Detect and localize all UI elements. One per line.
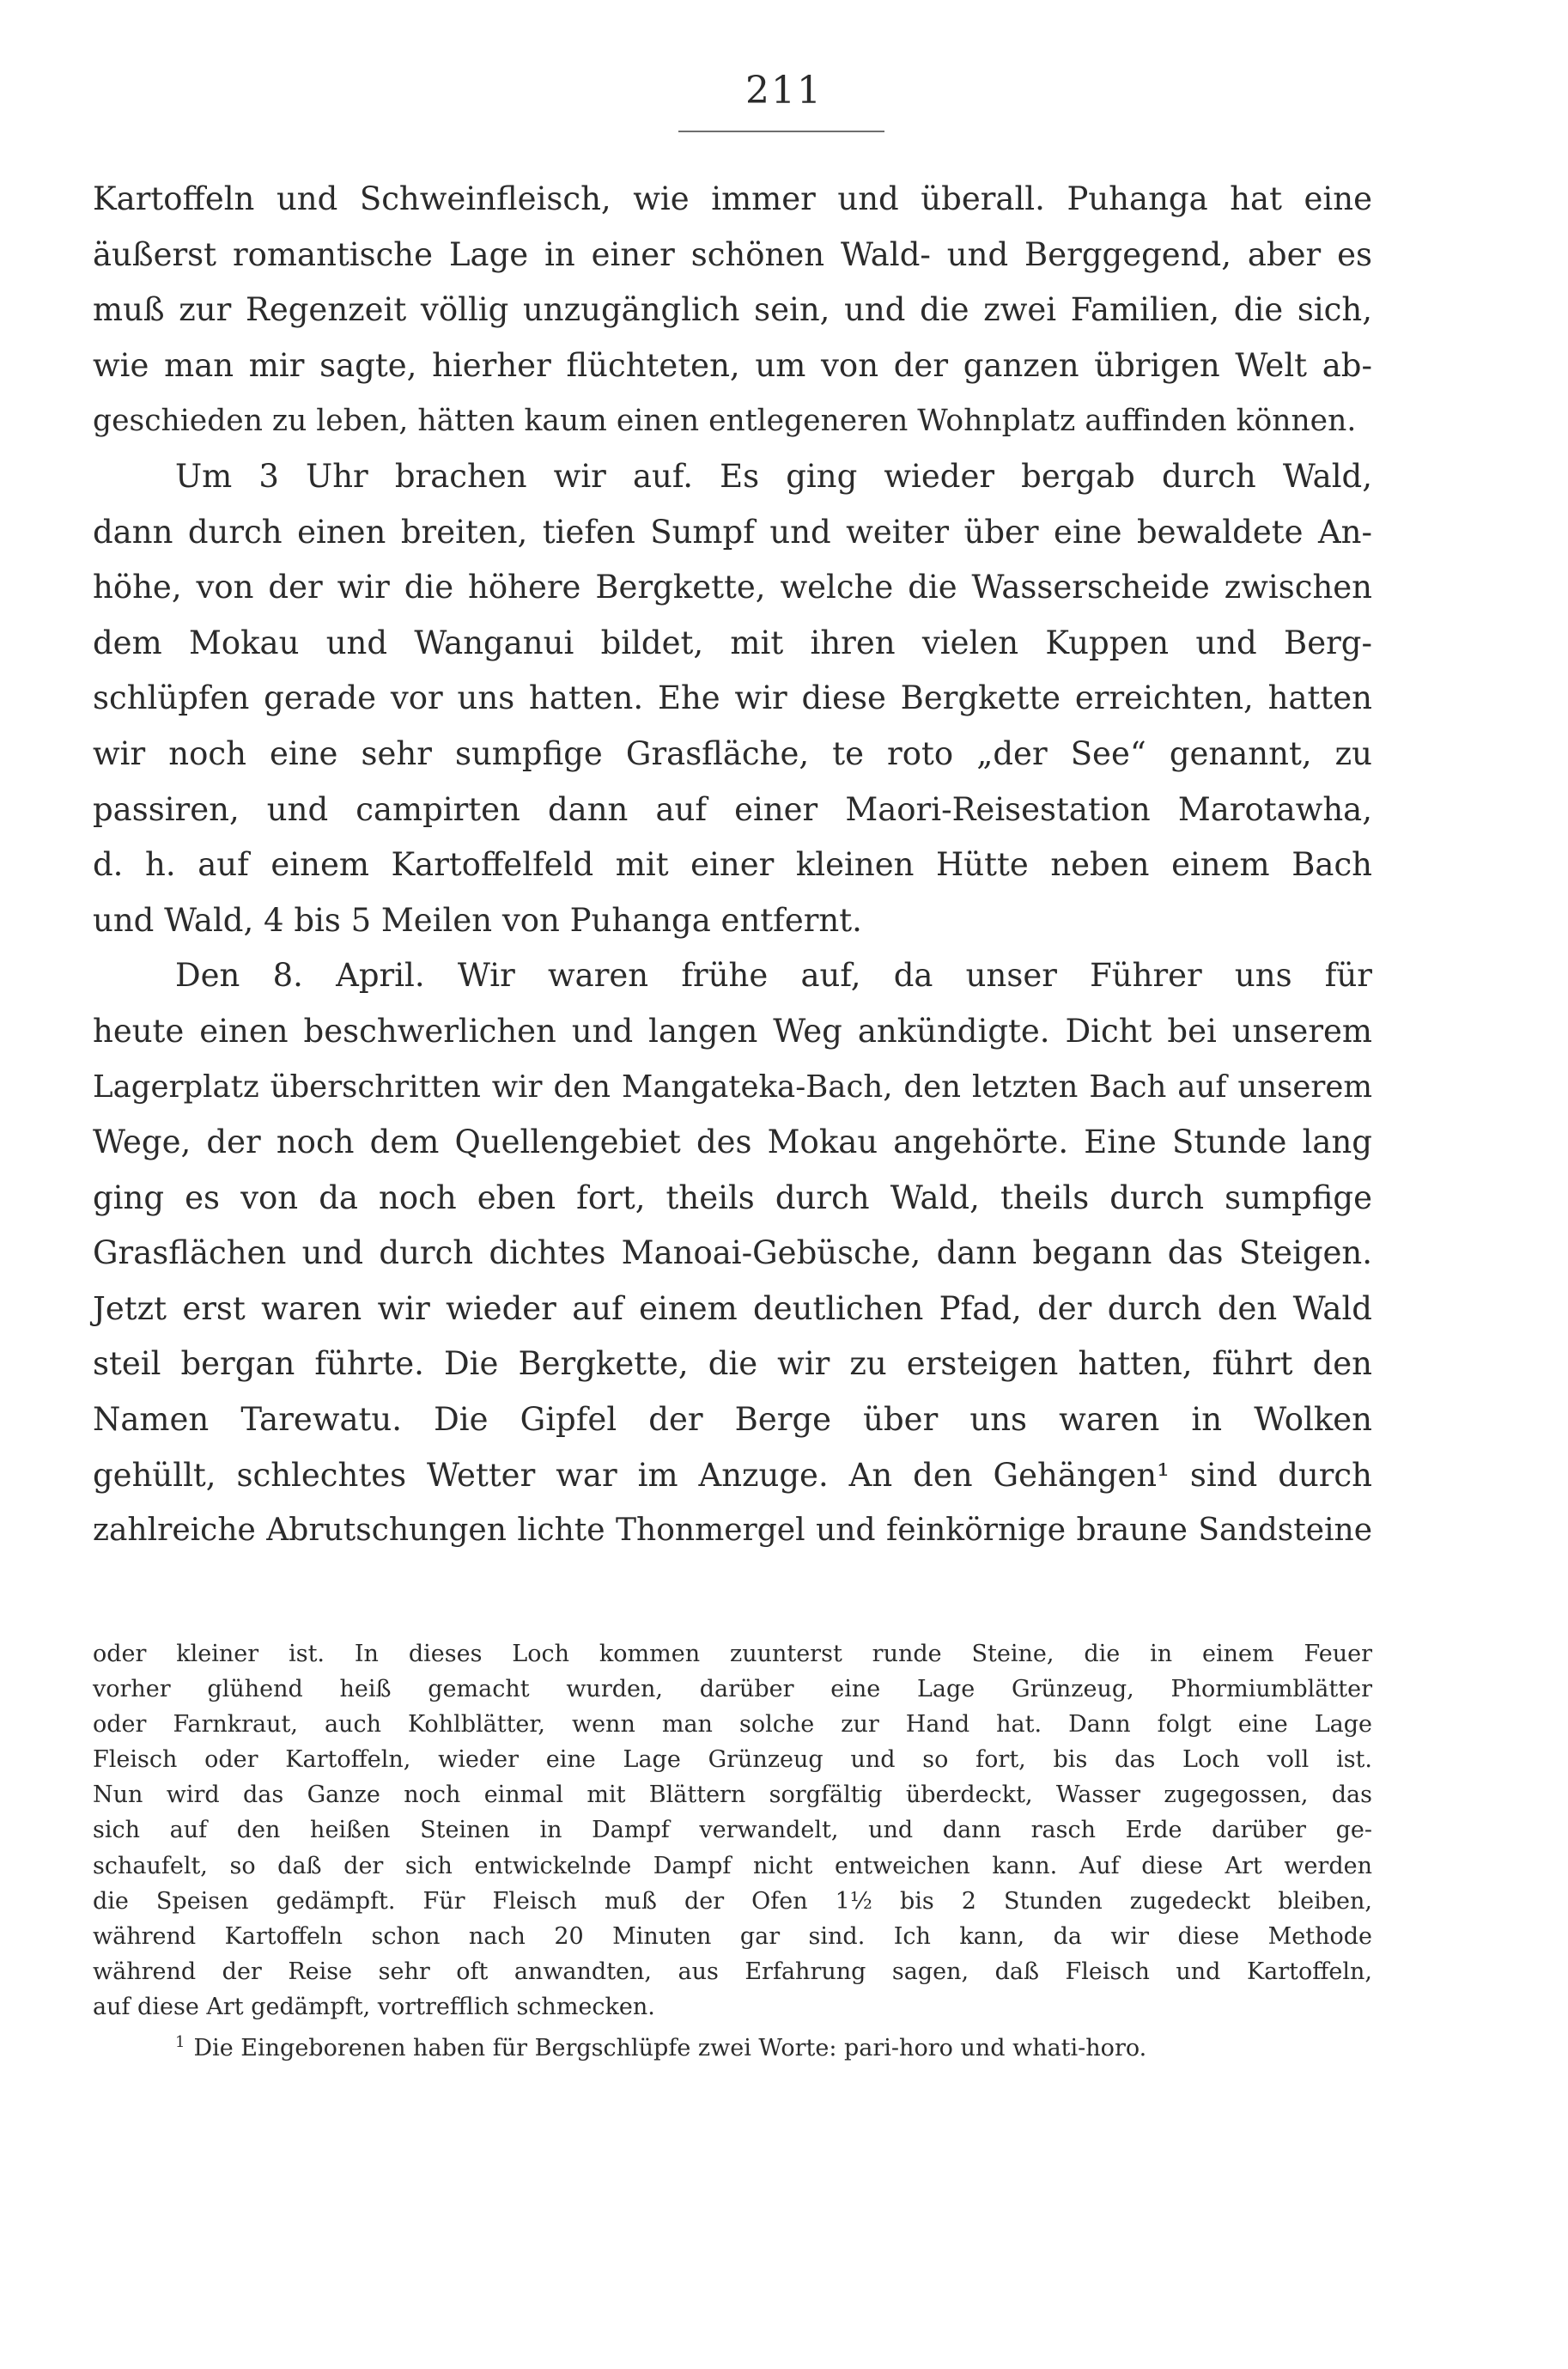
text-line: gehüllt, schlechtes Wetter war im Anzuge. An den Gehängen¹ sind durch xyxy=(93,1456,1372,1494)
text-line: wir noch eine sehr sumpfige Grasfläche, te roto „der See“ genannt, zu xyxy=(93,734,1372,772)
text-line: zahlreiche Abrutschungen lichte Thonmergel und feinkörnige braune Sandsteine xyxy=(93,1513,1372,1549)
footnote-marker: 1 xyxy=(175,2033,185,2052)
footnote-line: schaufelt, so daß der sich entwickelnde Dampf nicht entweichen kann. Auf diese Art werden xyxy=(93,1852,1372,1879)
text-line: geschieden zu leben, hätten kaum einen entlegeneren Wohnplatz auffinden können. xyxy=(93,404,1357,439)
footnotes xyxy=(93,1636,1372,2060)
footnote-1-text: Die Eingeborenen haben für Bergschlüpfe zwei Worte: pari-horo und whati-horo. xyxy=(193,2035,1147,2062)
text-line: Wege, der noch dem Quellengebiet des Mokau angehörte. Eine Stunde lang xyxy=(93,1124,1372,1161)
main-text xyxy=(93,172,1372,1559)
text-line: passiren, und campirten dann auf einer Maori-Reisestation Marotawha, xyxy=(93,790,1372,828)
footnote-line: Fleisch oder Kartoffeln, wieder eine Lage Grünzeug und so fort, bis das Loch voll ist. xyxy=(93,1746,1372,1774)
footnote-line: während der Reise sehr oft anwandten, aus Erfahrung sagen, daß Fleisch und Kartoffeln, xyxy=(93,1958,1372,1985)
page-number: 211 xyxy=(745,69,823,113)
text-line: d. h. auf einem Kartoffelfeld mit einer kleinen Hütte neben einem Bach xyxy=(93,846,1372,884)
header-rule xyxy=(678,131,884,132)
text-line: Kartoffeln und Schweinfleisch, wie immer und überall. Puhanga hat eine xyxy=(93,180,1372,217)
text-line: Jetzt erst waren wir wieder auf einem deutlichen Pfad, der durch den Wald xyxy=(93,1289,1372,1327)
text-line: dann durch einen breiten, tiefen Sumpf und weiter über eine bewaldete An- xyxy=(93,513,1372,551)
footnote-1 xyxy=(93,2025,1372,2060)
text-line: schlüpfen gerade vor uns hatten. Ehe wir diese Bergkette erreichten, hatten xyxy=(93,679,1372,717)
text-line: Den 8. April. Wir waren frühe auf, da unser Führer uns für xyxy=(175,957,1372,995)
footnote-line: während Kartoffeln schon nach 20 Minuten gar sind. Ich kann, da wir diese Methode xyxy=(93,1922,1372,1950)
footnote-line: auf diese Art gedämpft, vortrefflich schmecken. xyxy=(93,1993,655,2020)
text-line: heute einen beschwerlichen und langen Weg ankündigte. Dicht bei unserem xyxy=(93,1012,1372,1050)
footnote-line: oder kleiner ist. In dieses Loch kommen zuunterst runde Steine, die in einem Feuer xyxy=(93,1641,1372,1667)
footnote-line: oder Farnkraut, auch Kohlblätter, wenn man solche zur Hand hat. Dann folgt eine Lage xyxy=(93,1711,1372,1739)
text-line: Namen Tarewatu. Die Gipfel der Berge über uns waren in Wolken xyxy=(93,1401,1372,1439)
text-line: Grasflächen und durch dichtes Manoai-Gebüsche, dann begann das Steigen. xyxy=(93,1234,1372,1272)
footnote-line: sich auf den heißen Steinen in Dampf verwandelt, und dann rasch Erde darüber ge- xyxy=(93,1817,1372,1844)
footnote-line: Nun wird das Ganze noch einmal mit Blättern sorgfältig überdeckt, Wasser zugegossen, das xyxy=(93,1781,1372,1809)
footnote-line: die Speisen gedämpft. Für Fleisch muß der Ofen 1½ bis 2 Stunden zugedeckt bleiben, xyxy=(93,1887,1372,1915)
text-line: äußerst romantische Lage in einer schönen Wald- und Berggegend, aber es xyxy=(93,235,1372,273)
text-line: Um 3 Uhr brachen wir auf. Es ging wieder bergab durch Wald, xyxy=(175,457,1372,495)
text-line: höhe, von der wir die höhere Bergkette, welche die Wasserscheide zwischen xyxy=(93,569,1372,606)
text-line: steil bergan führte. Die Bergkette, die wir zu ersteigen hatten, führt den xyxy=(93,1345,1372,1383)
text-line: Lagerplatz überschritten wir den Mangateka-Bach, den letzten Bach auf unserem xyxy=(93,1069,1372,1105)
text-line: dem Mokau und Wanganui bildet, mit ihren vielen Kuppen und Berg- xyxy=(93,624,1372,661)
footnote-line: vorher glühend heiß gemacht wurden, darüber eine Lage Grünzeug, Phormiumblätter xyxy=(93,1676,1372,1703)
text-line: und Wald, 4 bis 5 Meilen von Puhanga entfernt. xyxy=(93,901,862,939)
text-line: muß zur Regenzeit völlig unzugänglich sein, und die zwei Familien, die sich, xyxy=(93,291,1372,329)
text-line: ging es von da noch eben fort, theils durch Wald, theils durch sumpfige xyxy=(93,1178,1372,1216)
text-line: wie man mir sagte, hierher flüchteten, um von der ganzen übrigen Welt ab- xyxy=(93,346,1372,384)
